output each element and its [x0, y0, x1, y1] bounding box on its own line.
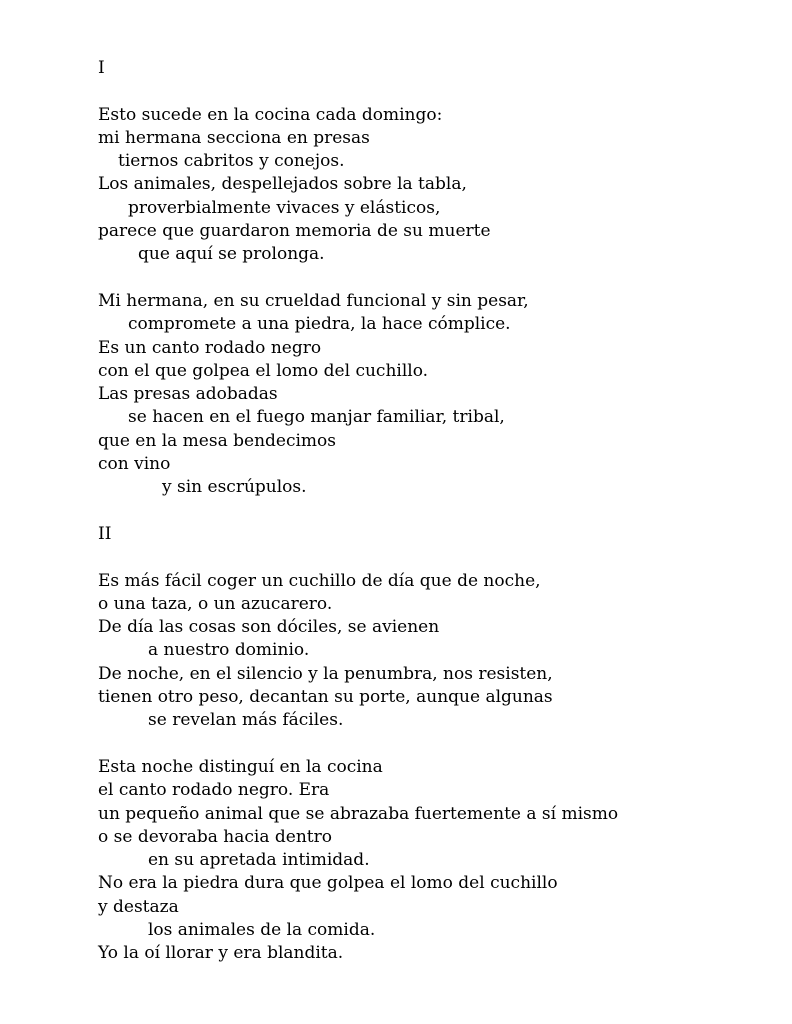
poem-line: se hacen en el fuego manjar familiar, tribal,	[128, 407, 505, 428]
poem-line: que aquí se prolonga.	[138, 244, 325, 265]
stanza-2	[98, 290, 778, 500]
stanza-4	[98, 756, 778, 966]
poem-line: un pequeño animal que se abrazaba fuertemente a sí mismo	[98, 803, 619, 824]
poem-line: De noche, en el silencio y la penumbra, nos resisten,	[98, 663, 553, 684]
poem-line: a nuestro dominio.	[148, 640, 310, 661]
poem-line: los animales de la comida.	[148, 919, 376, 940]
blank-line	[98, 267, 778, 290]
poem-line: Es más fácil coger un cuchillo de día que de noche,	[98, 570, 541, 591]
poem-line: se revelan más fáciles.	[148, 710, 344, 731]
poem-line: tiernos cabritos y conejos.	[118, 151, 345, 172]
blank-line	[98, 546, 778, 569]
poem-line: Los animales, despellejados sobre la tabla,	[98, 174, 467, 195]
poem-line: Esta noche distinguí en la cocina	[98, 756, 383, 777]
poem-line: De día las cosas son dóciles, se avienen	[98, 617, 440, 638]
poem-line: y destaza	[98, 896, 179, 917]
poem-line: Mi hermana, en su crueldad funcional y sin pesar,	[98, 290, 529, 311]
blank-line	[98, 733, 778, 756]
poem-line: Esto sucede en la cocina cada domingo:	[98, 104, 443, 125]
poem-line: Yo la oí llorar y era blandita.	[98, 943, 344, 964]
poem-line: y sin escrúpulos.	[162, 477, 307, 498]
poem-line: mi hermana secciona en presas	[98, 127, 370, 148]
poem-line: con vino	[98, 454, 171, 475]
blank-line	[98, 80, 778, 103]
poem-line: en su apretada intimidad.	[148, 850, 370, 871]
blank-line	[98, 500, 778, 523]
poem-line: Es un canto rodado negro	[98, 337, 322, 358]
poem-line: o se devoraba hacia dentro	[98, 826, 332, 847]
section-heading-2: II	[98, 523, 112, 544]
stanza-3	[98, 570, 778, 733]
poem-line: el canto rodado negro. Era	[98, 780, 330, 801]
poem-page	[98, 57, 778, 966]
section-heading-1: I	[98, 58, 105, 78]
poem-line: compromete a una piedra, la hace cómplice.	[128, 314, 511, 335]
poem-line: con el que golpea el lomo del cuchillo.	[98, 360, 429, 381]
poem-line: que en la mesa bendecimos	[98, 430, 336, 451]
poem-line: parece que guardaron memoria de su muerte	[98, 221, 491, 242]
poem-line: tienen otro peso, decantan su porte, aunque algunas	[98, 687, 553, 708]
poem-line: proverbialmente vivaces y elásticos,	[128, 197, 441, 218]
stanza-1	[98, 104, 778, 267]
poem-line: No era la piedra dura que golpea el lomo del cuchillo	[98, 873, 558, 894]
poem-line: o una taza, o un azucarero.	[98, 593, 333, 614]
poem-line: Las presas adobadas	[98, 384, 278, 405]
